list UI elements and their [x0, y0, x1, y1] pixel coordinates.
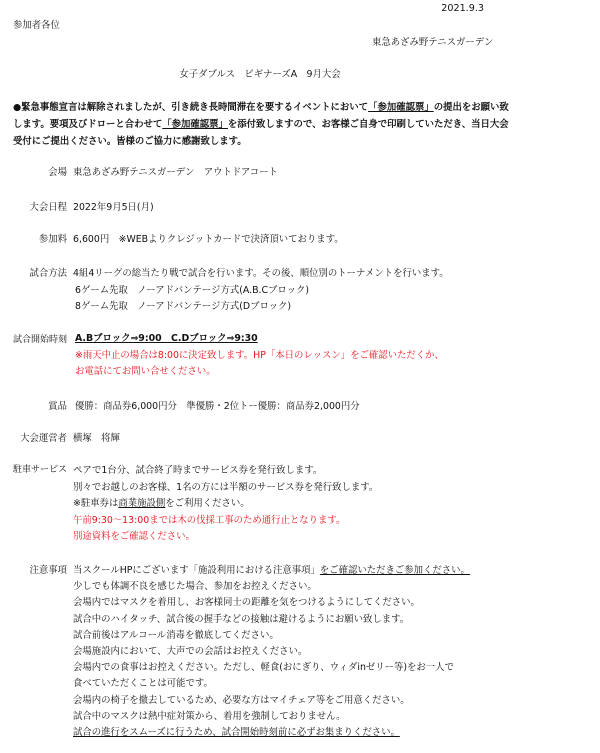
caution-line: 試合前後はアルコール消毒を徹底してください。 — [73, 629, 279, 641]
format-lines — [73, 268, 449, 318]
caution-line: 会場内での食事はお控えください。ただし、軽食(おにぎり、ウィダinゼリー等)をお一人で — [73, 662, 454, 674]
document-date: 2021.9.3 — [441, 3, 484, 14]
parking-line — [73, 498, 378, 515]
caution-line: 試合中のハイタッチ、試合後の握手などの接触は避けるようにお願い致します。 — [73, 613, 410, 625]
notice-lead: ●緊急事態宣言は解除されましたが、引き続き長時間滞在を要するイベントにおいて — [13, 102, 369, 113]
parking-line: 別々でお越しのお客様、1名の方には半額のサービス券を発行致します。 — [73, 481, 379, 493]
cautions-label: 注意事項 — [29, 565, 67, 576]
notice-paragraph — [13, 99, 513, 150]
organizer-name: 東急あざみ野テニスガーデン — [372, 37, 494, 48]
date-value: 2022年9月5日(月) — [73, 202, 154, 213]
caution-line: 食べていただくことは可能です。 — [73, 678, 213, 690]
cautions-block — [73, 565, 470, 743]
caution-line: 少しでも体調不良を感じた場合、参加をお控えください。 — [73, 581, 317, 593]
venue-value: 東急あざみ野テニスガーデン アウトドアコート — [73, 167, 278, 178]
caution-line — [73, 565, 470, 581]
parking-line: ペアで1台分、試合終了時までサービス券を発行致します。 — [73, 465, 323, 476]
rain-notice: ※雨天中止の場合は8:00に決定致します。HP「本日のレッスン」をご確認いただくか、 — [75, 349, 444, 361]
addressee: 参加者各位 — [13, 20, 60, 31]
rain-notice: お電話にてお問い合せください。 — [75, 366, 216, 378]
date-label: 大会日程 — [29, 202, 67, 213]
caution-line: 会場施設内において、大声での会話はお控えください。 — [73, 645, 308, 657]
event-title: 女子ダブルス ビギナーズA 9月大会 — [179, 69, 341, 80]
notice-doc-1: 「参加確認票」 — [368, 102, 434, 113]
caution-line: 会場内ではマスクを着用し、お客様同士の距離を気をつけるようにしてください。 — [73, 597, 420, 609]
prize-value: 優勝：商品券6,000円分 準優勝・2位トー優勝：商品券2,000円分 — [75, 401, 360, 412]
notice-mid: の提出をお願い致します。要項及びドローと合わせて — [13, 102, 509, 130]
prize-label: 賞品 — [48, 401, 67, 412]
format-line: 4組4リーグの総当たり戦で試合を行います。その後、順位別のトーナメントを行います。 — [73, 268, 449, 279]
construction-notice: 別途資料をご確認ください。 — [73, 531, 195, 543]
format-line: 6ゲーム先取 ノーアドバンテージ方式(A.B.Cブロック) — [75, 284, 310, 296]
fee-value: 6,600円 ※WEBよりクレジットカードで決済頂いております。 — [73, 234, 344, 245]
venue-label: 会場 — [48, 167, 67, 178]
start-times: A.Bブロック⇒9:00 C.Dブロック⇒9:30 — [75, 333, 258, 344]
parking-line-post: をご利用ください。 — [165, 498, 250, 510]
start-label: 試合開始時刻 — [12, 335, 67, 345]
caution-line-post: をご確認いただきご参加ください。 — [319, 565, 470, 576]
manager-label: 大会運営者 — [20, 433, 67, 444]
fee-label: 参加料 — [38, 234, 67, 245]
construction-notice: 午前9:30～13:00までは木の伐採工事のため通行止となります。 — [73, 514, 346, 526]
notice-doc-2: 「参加確認票」 — [162, 119, 228, 130]
caution-line-last: 試合の進行をスムーズに行うため、試合開始時刻前に必ずお集まりください。 — [73, 726, 400, 738]
notice-tail: を添付致しますので、お客様ご自身で印刷していただき、当日大会受付にご提出ください。皆様のご協力に感謝致します。 — [13, 119, 509, 147]
caution-line-pre: 当スクールHPにございます「施設利用における注意事項」 — [73, 565, 320, 576]
format-line: 8ゲーム先取 ノーアドバンテージ方式(Dブロック) — [75, 301, 292, 313]
caution-line: 会場内の椅子を撤去しているため、必要な方はマイチェア等をご用意ください。 — [73, 694, 410, 706]
parking-block — [73, 465, 378, 548]
manager-value: 横塚 将輝 — [73, 433, 120, 444]
parking-label: 駐車サービス — [12, 465, 67, 475]
caution-line: 試合中のマスクは熱中症対策から、着用を強制しておりません。 — [73, 710, 346, 722]
commercial-facility-link[interactable]: 商業施設側 — [118, 498, 166, 510]
format-label: 試合方法 — [29, 268, 67, 279]
start-block — [75, 333, 444, 383]
parking-line-pre: ※駐車券は — [73, 498, 119, 510]
